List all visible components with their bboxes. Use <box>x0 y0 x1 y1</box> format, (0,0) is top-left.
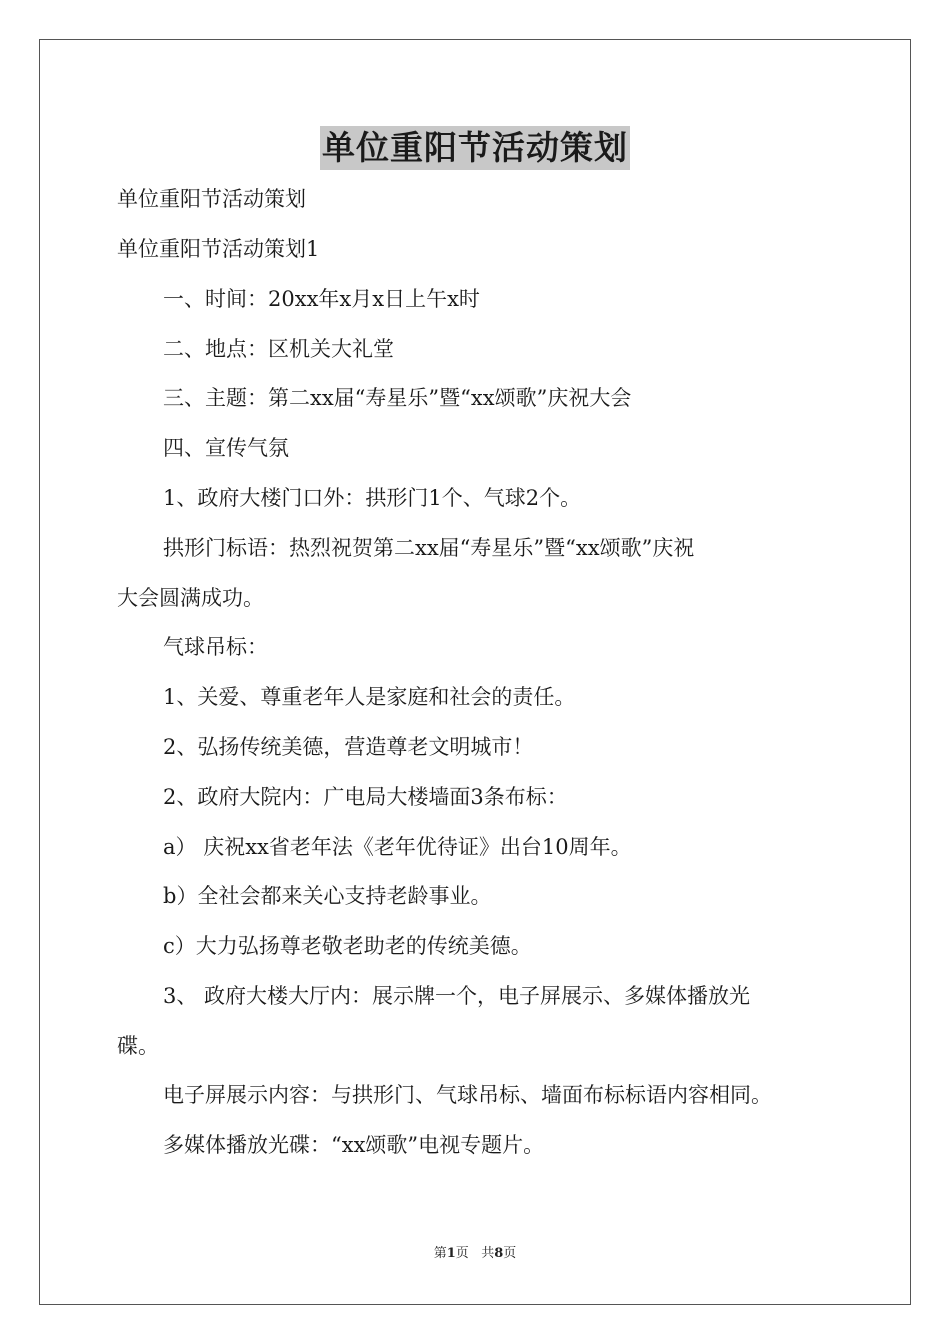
total-pages-number: 8 <box>494 1246 504 1261</box>
paragraph: 1、关爱、尊重老年人是家庭和社会的责任。 <box>163 685 576 709</box>
page-footer <box>0 1245 950 1263</box>
current-page-number: 1 <box>446 1246 456 1261</box>
paragraph: 二、地点：区机关大礼堂 <box>163 337 394 361</box>
document-title: 单位重阳节活动策划 <box>320 126 630 170</box>
paragraph: c）大力弘扬尊老敬老助老的传统美德。 <box>163 934 532 958</box>
paragraph: 四、宣传气氛 <box>163 436 289 460</box>
paragraph: a） 庆祝xx省老年法《老年优待证》出台10周年。 <box>163 835 632 859</box>
paragraph: 1、政府大楼门口外：拱形门1个、气球2个。 <box>163 486 582 510</box>
title-container <box>0 126 950 170</box>
paragraph: 气球吊标： <box>163 635 268 659</box>
paragraph-continuation: 碟。 <box>117 1034 159 1058</box>
paragraph: 拱形门标语：热烈祝贺第二xx届“寿星乐”暨“xx颂歌”庆祝 <box>163 536 695 560</box>
footer-suffix: 页 <box>503 1246 517 1261</box>
paragraph: 电子屏展示内容：与拱形门、气球吊标、墙面布标标语内容相同。 <box>163 1083 772 1107</box>
paragraph-continuation: 大会圆满成功。 <box>117 586 264 610</box>
paragraph: 多媒体播放光碟：“xx颂歌”电视专题片。 <box>163 1133 545 1157</box>
footer-prefix: 第 <box>433 1246 447 1261</box>
paragraph-heading: 单位重阳节活动策划 <box>117 187 306 211</box>
paragraph: 2、弘扬传统美德，营造尊老文明城市！ <box>163 735 534 759</box>
paragraph: 一、时间：20xx年x月x日上午x时 <box>163 287 480 311</box>
page-border <box>39 39 911 1305</box>
paragraph: b）全社会都来关心支持老龄事业。 <box>163 884 492 908</box>
footer-mid: 页 共 <box>455 1246 495 1261</box>
section-heading: 单位重阳节活动策划1 <box>117 237 320 261</box>
paragraph: 2、政府大院内：广电局大楼墙面3条布标： <box>163 785 568 809</box>
paragraph: 3、 政府大楼大厅内：展示牌一个，电子屏展示、多媒体播放光 <box>163 984 751 1008</box>
paragraph: 三、主题：第二xx届“寿星乐”暨“xx颂歌”庆祝大会 <box>163 386 632 410</box>
